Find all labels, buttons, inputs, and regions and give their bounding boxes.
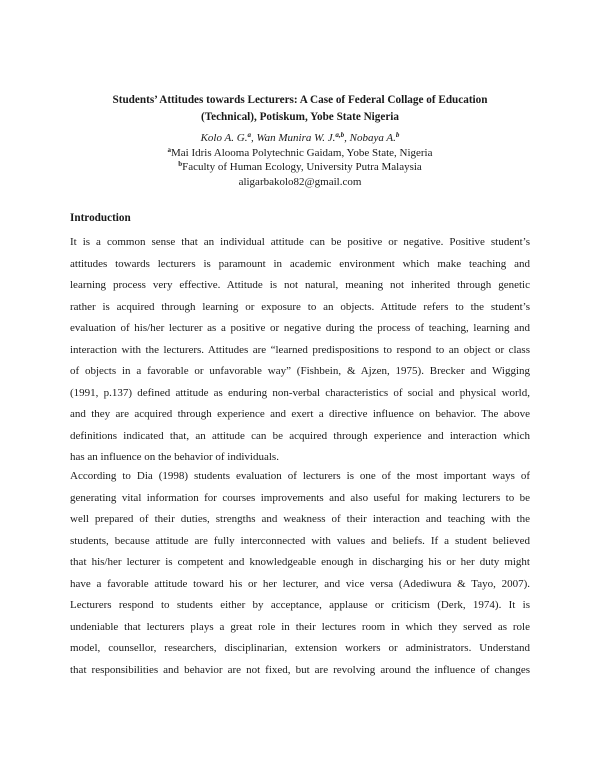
author-name: Wan Munira W. J. [256,132,336,144]
text-line: undeniable that lecturers plays a great role in their lectures room in which they served as role [70,620,530,633]
text-line: model, counsellor, researchers, disciplinarian, extension workers or administrators. Understand [70,642,530,654]
text-line: have a favorable attitude toward his or her lecturer, and vice versa (Adediwura & Tayo, 2007). [70,577,530,590]
author-affiliation-mark: a,b [335,131,345,139]
author-affiliation-mark: a [247,131,251,139]
text-line: According to Dia (1998) students evaluation of lecturers is one of the most important ways of [70,470,530,482]
author-separator: , [250,132,257,144]
text-line: (1991, p.137) defined attitude as enduring non-verbal characteristics of social and physical world, [70,386,530,399]
author-name: Nobaya A. [349,132,396,144]
affiliation-line [100,160,500,175]
text-line: and they are acquired through experience and exert a directive influence on behavior. The above [70,408,530,420]
text-line: attitudes towards lecturers is paramount in academic environment which make teaching and [70,257,530,270]
text-line: rather is acquired through learning or exposure to an objects. Attitude refers to the student’s [70,300,530,313]
text-line: of objects in a favorable or unfavorable way” (Fishbein, & Ajzen, 1975). Brecker and Wigging [70,365,530,377]
text-line: It is a common sense that an individual attitude can be positive or negative. Positive student’s [70,236,530,248]
text-line: evaluation of his/her lecturer as a positive or negative during the process of teaching, learning and [70,322,530,334]
author-name: Kolo A. G. [200,132,248,144]
affiliation-text: Mai Idris Alooma Polytechnic Gaidam, Yobe State, Nigeria [170,146,433,159]
affiliation-mark: b [178,160,183,169]
text-line: that his/her lecturer is competent and knowledgeable enough in discharging his or her duty might [70,556,530,568]
text-line: Lecturers respond to students either by acceptance, applause or criticism (Derk, 1974). It is [70,599,530,611]
affiliation-text: Faculty of Human Ecology, University Putra Malaysia [182,161,422,174]
text-line: well prepared of their duties, strengths and weakness of their interaction and teaching with the [70,513,530,525]
author-affiliation-mark: b [395,131,400,139]
text-line: learning process very effective. Attitude is not natural, meaning not inherited through genetic [70,279,530,291]
text-line: definitions indicated that, an attitude can be acquired through experience and interaction which [70,429,530,442]
paragraph-introduction-1 [70,232,530,469]
paper-title-line: (Technical), Potiskum, Yobe State Nigeria [200,111,400,123]
text-line: has an influence on the behavior of individuals. [70,451,279,463]
affiliation-mark: a [167,145,171,154]
text-line: that responsibilities and behavior are not fixed, but are revolving around the influence of changes [70,663,530,676]
paper-title-line: Students’ Attitudes towards Lecturers: A Case of Federal Collage of Education [112,94,488,106]
paper-title [70,92,530,126]
text-line: students, because attitude are fully interconnected with values and beliefs. If a student believed [70,534,530,547]
author-list [100,131,500,146]
author-block [100,131,500,189]
section-heading: Introduction [70,212,131,224]
text-line: interaction with the lecturers. Attitudes are “learned predispositions to respond to an object or class [70,343,530,356]
author-separator: , [344,132,350,144]
author-email: aligarbakolo82@gmail.com [238,175,362,188]
affiliation-line [100,146,500,161]
text-line: generating vital information for courses improvements and also useful for making lecturers to be [70,491,530,504]
paragraph-introduction-2 [70,466,530,681]
